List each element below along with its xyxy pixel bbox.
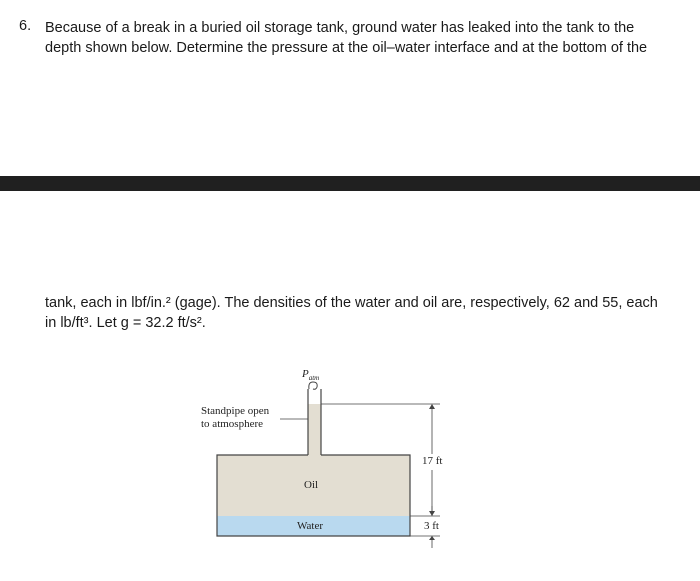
dim-oil-arrow-up — [429, 404, 435, 409]
standpipe-label-line: Standpipe open — [201, 405, 270, 417]
problem-text-line: Because of a break in a buried oil storage tank, ground water has leaked into the tank to the — [45, 20, 635, 36]
dim-oil-label: 17 ft — [422, 455, 443, 467]
standpipe-oil — [308, 404, 321, 455]
problem-text-part1 — [45, 18, 647, 58]
dim-water-arrow-up — [429, 536, 435, 540]
tank-diagram — [195, 362, 455, 552]
problem-number: 6. — [19, 18, 32, 34]
redaction-bar — [0, 176, 700, 191]
tank-figure — [195, 362, 455, 557]
oil-label: Oil — [304, 479, 319, 491]
problem-text-line: depth shown below. Determine the pressure at the oil–water interface and at the bottom of the — [45, 40, 648, 56]
problem-text-line: in lb/ft³. Let g = 32.2 ft/s². — [45, 315, 206, 331]
standpipe-label-line: to atmosphere — [201, 418, 264, 430]
problem-text-line: tank, each in lbf/in.² (gage). The densities of the water and oil are, respectively, 62 and 55, each — [45, 295, 658, 311]
standpipe-label — [201, 405, 269, 431]
dim-water-label: 3 ft — [424, 520, 439, 532]
patm-arrow-icon — [309, 382, 317, 389]
problem-text-part2 — [45, 293, 658, 333]
patm-subscript: atm — [308, 374, 320, 383]
patm-symbol: P — [302, 368, 309, 380]
patm-label — [302, 368, 319, 382]
water-label: Water — [297, 520, 323, 532]
